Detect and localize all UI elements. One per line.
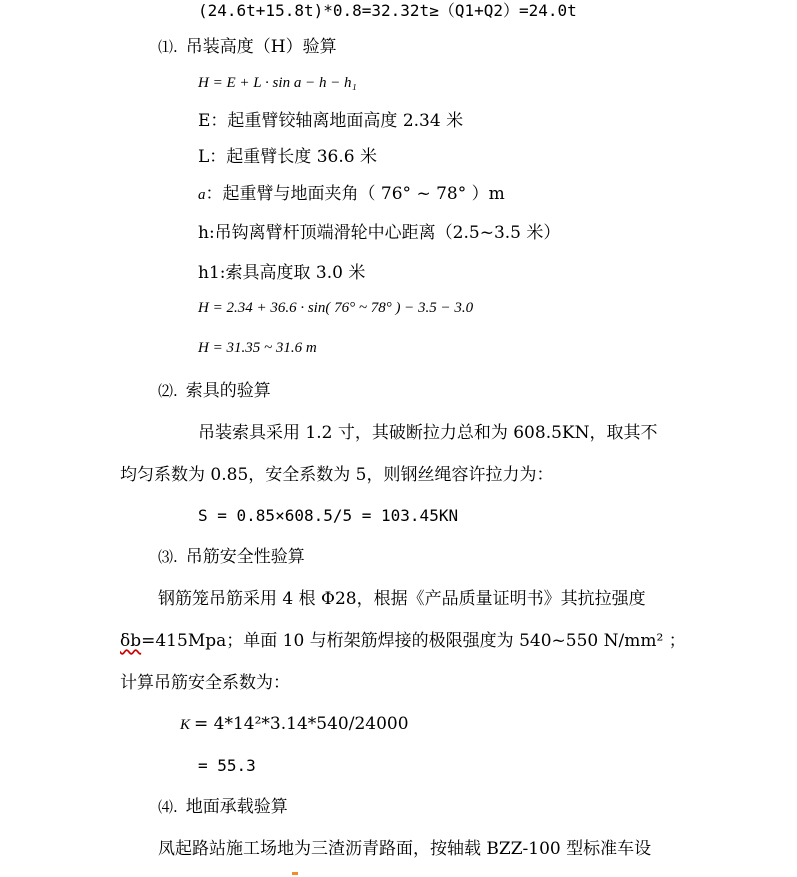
strength-values: =415Mpa；单面 10 与桁架筋焊接的极限强度为 540~550 N/mm² ； <box>141 631 686 651</box>
paragraph-ground-bearing-line-1: 凤起路站施工场地为三渣沥青路面，按轴载 BZZ-100 型标准车设 <box>158 839 652 859</box>
height-result-formula: H = 31.35 ~ 31.6 m <box>198 340 317 356</box>
section-title: 索具的验算 <box>185 381 271 401</box>
paragraph-sling-line-1: 吊装索具采用 1.2 寸，其破断拉力总和为 608.5KN，取其不 <box>198 423 658 443</box>
paragraph-lifting-bar-line-3: 计算吊筋安全系数为： <box>120 673 290 693</box>
definition-h: h:吊钩离臂杆顶端滑轮中心距离（2.5~3.5 米） <box>198 223 561 243</box>
capacity-check-line: (24.6t+15.8t)*0.8=32.32t≥（Q1+Q2）=24.0t <box>198 1 577 20</box>
definition-h1: h1:索具高度取 3.0 米 <box>198 263 366 283</box>
section-number: ⑵. <box>158 382 178 400</box>
safety-factor-result: = 55.3 <box>198 756 256 775</box>
paragraph-lifting-bar-line-2 <box>120 630 686 652</box>
section-heading-lifting-bar <box>158 546 305 568</box>
safety-factor-equation <box>180 713 409 735</box>
definition-e: E：起重臂铰轴离地面高度 2.34 米 <box>198 111 464 131</box>
section-title: 吊装高度（H）验算 <box>185 37 337 57</box>
height-substitution-formula: H = 2.34 + 36.6 · sin( 76° ~ 78° ) − 3.5 − 3.0 <box>198 300 474 316</box>
height-formula: H = E + L · sin a − h − h₁ <box>198 75 357 91</box>
section-number: ⑷. <box>158 798 178 816</box>
k-expression: = 4*14²*3.14*540/24000 <box>194 714 409 734</box>
definition-l: L：起重臂长度 36.6 米 <box>198 147 377 167</box>
paragraph-lifting-bar-line-1: 钢筋笼吊筋采用 4 根 Φ28，根据《产品质量证明书》其抗拉强度 <box>158 589 646 609</box>
k-symbol: K <box>180 717 191 733</box>
angle-symbol: a <box>198 187 206 203</box>
section-heading-ground-bearing <box>158 796 288 818</box>
section-title: 吊筋安全性验算 <box>185 547 305 567</box>
strength-symbol: δb <box>120 631 142 651</box>
section-number: ⑶. <box>158 548 178 566</box>
definition-a <box>198 183 505 205</box>
section-heading-sling-check <box>158 380 271 402</box>
cursor-mark <box>292 872 298 875</box>
section-title: 地面承载验算 <box>185 797 288 817</box>
section-number: ⑴. <box>158 38 178 56</box>
paragraph-sling-line-2: 均匀系数为 0.85，安全系数为 5，则钢丝绳容许拉力为： <box>120 465 554 485</box>
section-heading-lifting-height <box>158 36 337 58</box>
sling-force-equation: S = 0.85×608.5/5 = 103.45KN <box>198 506 459 525</box>
definition-a-text: ：起重臂与地面夹角（ 76° ~ 78° ）m <box>205 184 505 204</box>
